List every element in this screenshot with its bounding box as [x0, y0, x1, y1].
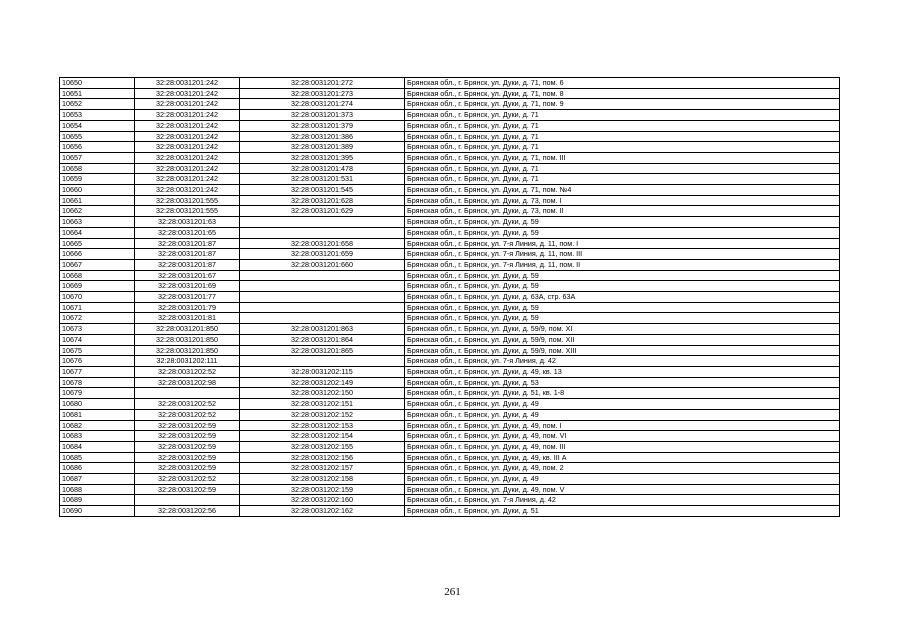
- table-row: [60, 474, 840, 485]
- table-row: [60, 334, 840, 345]
- parent-cadastral-cell: 32:28:0031201:242: [135, 110, 240, 121]
- cadastral-number-cell: 32:28:0031201:395: [240, 152, 405, 163]
- parent-cadastral-cell: 32:28:0031201:555: [135, 195, 240, 206]
- parent-cadastral-cell: 32:28:0031202:52: [135, 366, 240, 377]
- parent-cadastral-cell: 32:28:0031202:59: [135, 420, 240, 431]
- row-number-cell: 10660: [60, 185, 135, 196]
- row-number-cell: 10669: [60, 281, 135, 292]
- parent-cadastral-cell: 32:28:0031201:242: [135, 163, 240, 174]
- cadastral-number-cell: 32:28:0031202:160: [240, 495, 405, 506]
- row-number-cell: 10651: [60, 88, 135, 99]
- row-number-cell: 10668: [60, 270, 135, 281]
- table-row: [60, 110, 840, 121]
- parent-cadastral-cell: 32:28:0031201:63: [135, 217, 240, 228]
- address-cell: Брянская обл., г. Брянск, ул. Дуки, д. 59: [405, 281, 840, 292]
- address-cell: Брянская обл., г. Брянск, ул. Дуки, д. 59/9, пом. XI: [405, 324, 840, 335]
- address-cell: Брянская обл., г. Брянск, ул. Дуки, д. 53: [405, 377, 840, 388]
- table-row: [60, 420, 840, 431]
- table-row: [60, 356, 840, 367]
- parent-cadastral-cell: 32:28:0031201:555: [135, 206, 240, 217]
- address-cell: Брянская обл., г. Брянск, ул. Дуки, д. 51, кв. 1-8: [405, 388, 840, 399]
- address-cell: Брянская обл., г. Брянск, ул. Дуки, д. 73, пом. I: [405, 195, 840, 206]
- row-number-cell: 10682: [60, 420, 135, 431]
- row-number-cell: 10664: [60, 227, 135, 238]
- table-row: [60, 495, 840, 506]
- row-number-cell: 10676: [60, 356, 135, 367]
- table-row: [60, 377, 840, 388]
- cadastral-number-cell: [240, 302, 405, 313]
- address-cell: Брянская обл., г. Брянск, ул. Дуки, д. 49, кв. 13: [405, 366, 840, 377]
- cadastral-number-cell: 32:28:0031202:159: [240, 484, 405, 495]
- row-number-cell: 10679: [60, 388, 135, 399]
- cadastral-number-cell: 32:28:0031201:660: [240, 259, 405, 270]
- row-number-cell: 10678: [60, 377, 135, 388]
- parent-cadastral-cell: 32:28:0031201:242: [135, 131, 240, 142]
- table-row: [60, 206, 840, 217]
- parent-cadastral-cell: 32:28:0031201:850: [135, 345, 240, 356]
- cadastral-number-cell: 32:28:0031202:154: [240, 431, 405, 442]
- parent-cadastral-cell: 32:28:0031202:111: [135, 356, 240, 367]
- row-number-cell: 10662: [60, 206, 135, 217]
- row-number-cell: 10665: [60, 238, 135, 249]
- parent-cadastral-cell: 32:28:0031201:242: [135, 185, 240, 196]
- cadastral-number-cell: 32:28:0031202:149: [240, 377, 405, 388]
- table-row: [60, 313, 840, 324]
- cadastral-number-cell: 32:28:0031202:162: [240, 506, 405, 517]
- table-row: [60, 185, 840, 196]
- cadastral-number-cell: 32:28:0031201:273: [240, 88, 405, 99]
- parent-cadastral-cell: 32:28:0031201:69: [135, 281, 240, 292]
- row-number-cell: 10657: [60, 152, 135, 163]
- table-row: [60, 163, 840, 174]
- cadastral-number-cell: 32:28:0031201:386: [240, 131, 405, 142]
- row-number-cell: 10684: [60, 441, 135, 452]
- table-row: [60, 259, 840, 270]
- table-row: [60, 506, 840, 517]
- cadastral-number-cell: 32:28:0031201:373: [240, 110, 405, 121]
- cadastral-number-cell: [240, 270, 405, 281]
- cadastral-number-cell: 32:28:0031201:272: [240, 78, 405, 89]
- address-cell: Брянская обл., г. Брянск, ул. Дуки, д. 59: [405, 270, 840, 281]
- parent-cadastral-cell: 32:28:0031202:56: [135, 506, 240, 517]
- parent-cadastral-cell: 32:28:0031201:850: [135, 324, 240, 335]
- parent-cadastral-cell: [135, 388, 240, 399]
- parent-cadastral-cell: 32:28:0031201:87: [135, 259, 240, 270]
- parent-cadastral-cell: 32:28:0031201:242: [135, 88, 240, 99]
- address-cell: Брянская обл., г. Брянск, ул. 7-я Линия, д. 11, пом. II: [405, 259, 840, 270]
- cadastral-number-cell: 32:28:0031201:864: [240, 334, 405, 345]
- row-number-cell: 10681: [60, 409, 135, 420]
- cadastral-number-cell: 32:28:0031201:865: [240, 345, 405, 356]
- address-cell: Брянская обл., г. Брянск, ул. Дуки, д. 49, пом. III: [405, 441, 840, 452]
- table-row: [60, 195, 840, 206]
- table-row: [60, 431, 840, 442]
- row-number-cell: 10655: [60, 131, 135, 142]
- row-number-cell: 10661: [60, 195, 135, 206]
- cadastral-number-cell: [240, 281, 405, 292]
- address-cell: Брянская обл., г. Брянск, ул. Дуки, д. 49, пом. VI: [405, 431, 840, 442]
- address-cell: Брянская обл., г. Брянск, ул. Дуки, д. 59/9, пом. XIII: [405, 345, 840, 356]
- parent-cadastral-cell: 32:28:0031201:242: [135, 120, 240, 131]
- parent-cadastral-cell: 32:28:0031202:52: [135, 409, 240, 420]
- table-row: [60, 345, 840, 356]
- cadastral-number-cell: [240, 356, 405, 367]
- parent-cadastral-cell: 32:28:0031201:850: [135, 334, 240, 345]
- row-number-cell: 10683: [60, 431, 135, 442]
- address-cell: Брянская обл., г. Брянск, ул. Дуки, д. 71: [405, 163, 840, 174]
- cadastral-number-cell: [240, 217, 405, 228]
- row-number-cell: 10690: [60, 506, 135, 517]
- parent-cadastral-cell: 32:28:0031201:87: [135, 249, 240, 260]
- parent-cadastral-cell: 32:28:0031201:87: [135, 238, 240, 249]
- row-number-cell: 10673: [60, 324, 135, 335]
- row-number-cell: 10689: [60, 495, 135, 506]
- cadastral-number-cell: [240, 227, 405, 238]
- table-row: [60, 366, 840, 377]
- row-number-cell: 10659: [60, 174, 135, 185]
- address-cell: Брянская обл., г. Брянск, ул. Дуки, д. 59: [405, 313, 840, 324]
- parent-cadastral-cell: 32:28:0031202:52: [135, 474, 240, 485]
- page-number: 261: [444, 586, 461, 598]
- cadastral-number-cell: 32:28:0031201:531: [240, 174, 405, 185]
- parent-cadastral-cell: 32:28:0031201:81: [135, 313, 240, 324]
- address-cell: Брянская обл., г. Брянск, ул. Дуки, д. 49, пом. 2: [405, 463, 840, 474]
- cadastral-number-cell: [240, 292, 405, 303]
- cadastral-number-cell: 32:28:0031201:658: [240, 238, 405, 249]
- cadastral-number-cell: 32:28:0031202:115: [240, 366, 405, 377]
- table-row: [60, 399, 840, 410]
- table-row: [60, 88, 840, 99]
- cadastral-number-cell: 32:28:0031202:153: [240, 420, 405, 431]
- address-cell: Брянская обл., г. Брянск, ул. Дуки, д. 71: [405, 131, 840, 142]
- row-number-cell: 10677: [60, 366, 135, 377]
- row-number-cell: 10687: [60, 474, 135, 485]
- cadastral-number-cell: 32:28:0031202:155: [240, 441, 405, 452]
- parent-cadastral-cell: [135, 495, 240, 506]
- parent-cadastral-cell: 32:28:0031201:242: [135, 152, 240, 163]
- address-cell: Брянская обл., г. Брянск, ул. Дуки, д. 49, пом. V: [405, 484, 840, 495]
- address-cell: Брянская обл., г. Брянск, ул. Дуки, д. 49: [405, 399, 840, 410]
- cadastral-number-cell: [240, 313, 405, 324]
- table-row: [60, 131, 840, 142]
- address-cell: Брянская обл., г. Брянск, ул. Дуки, д. 71, пом. III: [405, 152, 840, 163]
- address-cell: Брянская обл., г. Брянск, ул. 7-я Линия, д. 42: [405, 495, 840, 506]
- row-number-cell: 10686: [60, 463, 135, 474]
- table-row: [60, 227, 840, 238]
- row-number-cell: 10650: [60, 78, 135, 89]
- table-row: [60, 441, 840, 452]
- parent-cadastral-cell: 32:28:0031202:98: [135, 377, 240, 388]
- address-cell: Брянская обл., г. Брянск, ул. Дуки, д. 59: [405, 302, 840, 313]
- cadastral-number-cell: 32:28:0031201:628: [240, 195, 405, 206]
- parent-cadastral-cell: 32:28:0031202:59: [135, 484, 240, 495]
- cadastral-number-cell: 32:28:0031202:151: [240, 399, 405, 410]
- row-number-cell: 10652: [60, 99, 135, 110]
- table-row: [60, 174, 840, 185]
- parent-cadastral-cell: 32:28:0031201:242: [135, 78, 240, 89]
- table-row: [60, 99, 840, 110]
- parent-cadastral-cell: 32:28:0031201:67: [135, 270, 240, 281]
- address-cell: Брянская обл., г. Брянск, ул. Дуки, д. 71: [405, 110, 840, 121]
- row-number-cell: 10688: [60, 484, 135, 495]
- row-number-cell: 10674: [60, 334, 135, 345]
- table-row: [60, 388, 840, 399]
- address-cell: Брянская обл., г. Брянск, ул. Дуки, д. 73, пом. II: [405, 206, 840, 217]
- address-cell: Брянская обл., г. Брянск, ул. Дуки, д. 63А, стр. 63А: [405, 292, 840, 303]
- table-row: [60, 484, 840, 495]
- address-cell: Брянская обл., г. Брянск, ул. 7-я Линия, д. 11, пом. III: [405, 249, 840, 260]
- cadastral-number-cell: 32:28:0031202:157: [240, 463, 405, 474]
- table-row: [60, 270, 840, 281]
- address-cell: Брянская обл., г. Брянск, ул. Дуки, д. 49: [405, 474, 840, 485]
- cadastral-number-cell: 32:28:0031201:478: [240, 163, 405, 174]
- row-number-cell: 10654: [60, 120, 135, 131]
- cadastral-number-cell: 32:28:0031201:379: [240, 120, 405, 131]
- table-row: [60, 249, 840, 260]
- address-cell: Брянская обл., г. Брянск, ул. Дуки, д. 71: [405, 142, 840, 153]
- parent-cadastral-cell: 32:28:0031202:59: [135, 463, 240, 474]
- cadastral-number-cell: 32:28:0031201:389: [240, 142, 405, 153]
- row-number-cell: 10666: [60, 249, 135, 260]
- table-row: [60, 217, 840, 228]
- address-cell: Брянская обл., г. Брянск, ул. Дуки, д. 59/9, пом. XII: [405, 334, 840, 345]
- address-cell: Брянская обл., г. Брянск, ул. Дуки, д. 49, пом. I: [405, 420, 840, 431]
- parent-cadastral-cell: 32:28:0031202:52: [135, 399, 240, 410]
- cadastral-number-cell: 32:28:0031201:545: [240, 185, 405, 196]
- parent-cadastral-cell: 32:28:0031202:59: [135, 431, 240, 442]
- table-row: [60, 302, 840, 313]
- row-number-cell: 10680: [60, 399, 135, 410]
- row-number-cell: 10653: [60, 110, 135, 121]
- table-row: [60, 409, 840, 420]
- table-row: [60, 238, 840, 249]
- address-cell: Брянская обл., г. Брянск, ул. Дуки, д. 71, пом. 9: [405, 99, 840, 110]
- table-row: [60, 292, 840, 303]
- address-cell: Брянская обл., г. Брянск, ул. Дуки, д. 71: [405, 174, 840, 185]
- table-row: [60, 463, 840, 474]
- table-row: [60, 120, 840, 131]
- cadastral-number-cell: 32:28:0031202:158: [240, 474, 405, 485]
- address-cell: Брянская обл., г. Брянск, ул. Дуки, д. 71: [405, 120, 840, 131]
- address-cell: Брянская обл., г. Брянск, ул. Дуки, д. 59: [405, 227, 840, 238]
- row-number-cell: 10672: [60, 313, 135, 324]
- cadastral-number-cell: 32:28:0031201:274: [240, 99, 405, 110]
- address-cell: Брянская обл., г. Брянск, ул. Дуки, д. 71, пом. 6: [405, 78, 840, 89]
- parent-cadastral-cell: 32:28:0031201:242: [135, 142, 240, 153]
- table-row: [60, 452, 840, 463]
- register-table-body: [60, 78, 840, 517]
- row-number-cell: 10675: [60, 345, 135, 356]
- cadastral-number-cell: 32:28:0031201:659: [240, 249, 405, 260]
- cadastral-number-cell: 32:28:0031202:152: [240, 409, 405, 420]
- table-row: [60, 78, 840, 89]
- row-number-cell: 10663: [60, 217, 135, 228]
- address-cell: Брянская обл., г. Брянск, ул. 7-я Линия, д. 42: [405, 356, 840, 367]
- parent-cadastral-cell: 32:28:0031201:242: [135, 99, 240, 110]
- table-row: [60, 281, 840, 292]
- address-cell: Брянская обл., г. Брянск, ул. Дуки, д. 59: [405, 217, 840, 228]
- address-cell: Брянская обл., г. Брянск, ул. Дуки, д. 71, пом. 8: [405, 88, 840, 99]
- address-cell: Брянская обл., г. Брянск, ул. Дуки, д. 49: [405, 409, 840, 420]
- parent-cadastral-cell: 32:28:0031201:65: [135, 227, 240, 238]
- register-table: [59, 77, 840, 517]
- row-number-cell: 10667: [60, 259, 135, 270]
- cadastral-number-cell: 32:28:0031202:156: [240, 452, 405, 463]
- table-row: [60, 324, 840, 335]
- row-number-cell: 10656: [60, 142, 135, 153]
- row-number-cell: 10685: [60, 452, 135, 463]
- cadastral-number-cell: 32:28:0031201:863: [240, 324, 405, 335]
- address-cell: Брянская обл., г. Брянск, ул. Дуки, д. 51: [405, 506, 840, 517]
- cadastral-number-cell: 32:28:0031201:629: [240, 206, 405, 217]
- cadastral-number-cell: 32:28:0031202:150: [240, 388, 405, 399]
- address-cell: Брянская обл., г. Брянск, ул. Дуки, д. 49, кв. III А: [405, 452, 840, 463]
- parent-cadastral-cell: 32:28:0031201:77: [135, 292, 240, 303]
- address-cell: Брянская обл., г. Брянск, ул. 7-я Линия, д. 11, пом. I: [405, 238, 840, 249]
- table-row: [60, 152, 840, 163]
- parent-cadastral-cell: 32:28:0031201:242: [135, 174, 240, 185]
- address-cell: Брянская обл., г. Брянск, ул. Дуки, д. 71, пом. №4: [405, 185, 840, 196]
- parent-cadastral-cell: 32:28:0031202:59: [135, 452, 240, 463]
- row-number-cell: 10670: [60, 292, 135, 303]
- parent-cadastral-cell: 32:28:0031202:59: [135, 441, 240, 452]
- table-row: [60, 142, 840, 153]
- row-number-cell: 10658: [60, 163, 135, 174]
- row-number-cell: 10671: [60, 302, 135, 313]
- parent-cadastral-cell: 32:28:0031201:79: [135, 302, 240, 313]
